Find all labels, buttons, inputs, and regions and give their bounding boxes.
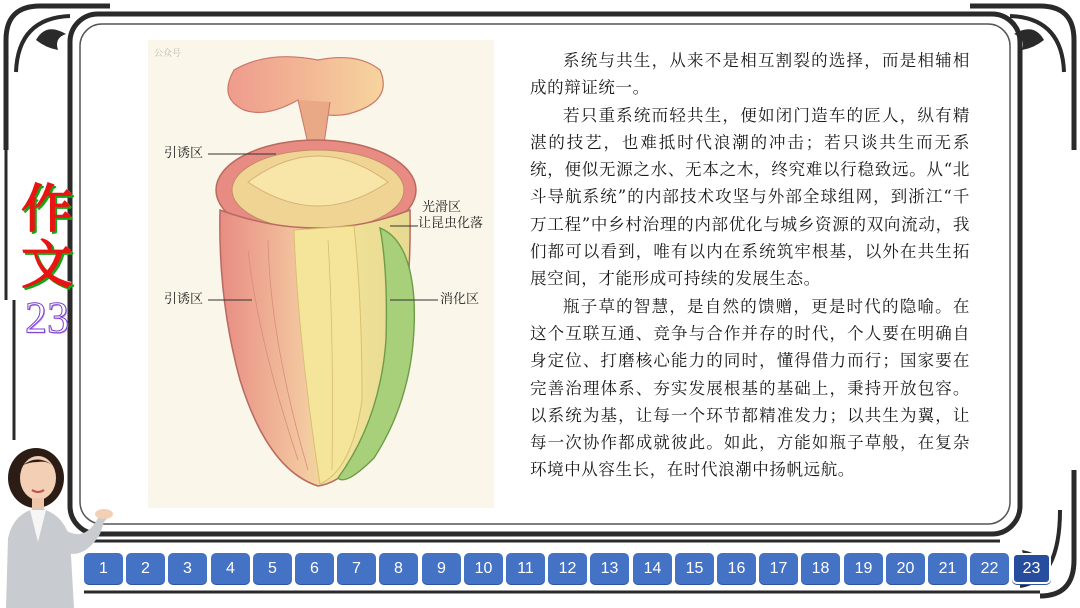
- page-button-11[interactable]: 11: [506, 553, 545, 584]
- page-button-16[interactable]: 16: [717, 553, 756, 584]
- page-button-14[interactable]: 14: [633, 553, 672, 584]
- page-button-20[interactable]: 20: [886, 553, 925, 584]
- label-digest: 消化区: [440, 292, 480, 307]
- page-button-15[interactable]: 15: [675, 553, 714, 584]
- page-button-19[interactable]: 19: [844, 553, 883, 584]
- page-button-4[interactable]: 4: [211, 553, 250, 584]
- page-button-5[interactable]: 5: [253, 553, 292, 584]
- slide-pagination: [84, 553, 1056, 585]
- page-button-23[interactable]: 23: [1012, 553, 1051, 584]
- page-button-9[interactable]: 9: [422, 553, 461, 584]
- lesson-title: [14, 182, 80, 342]
- title-number: 23: [25, 293, 69, 342]
- pitcher-plant-illustration: [148, 40, 494, 508]
- essay-text: [530, 47, 970, 484]
- page-button-13[interactable]: 13: [590, 553, 629, 584]
- page-button-8[interactable]: 8: [379, 553, 418, 584]
- essay-paragraph: 瓶子草的智慧，是自然的馈赠，更是时代的隐喻。在这个互联互通、竞争与合作并存的时代，个人要在明确自身定位、打磨核心能力的同时，懂得借力而行；国家要在完善治理体系、夯实发展根基的基础上，秉持开放包容。以系统为基，让每一个环节都精准发力；以共生为翼，让每一次协作都成就彼此。如此，方能如瓶子草般，在复杂环境中从容生长，在时代浪潮中扬帆远航。: [530, 296, 970, 480]
- page-button-10[interactable]: 10: [464, 553, 503, 584]
- label-lure-mid: 引诱区: [164, 292, 204, 307]
- page-button-2[interactable]: 2: [126, 553, 165, 584]
- title-char-2: 文: [20, 236, 73, 296]
- essay-paragraph: 系统与共生，从来不是相互割裂的选择，而是相辅相成的辩证统一。: [530, 51, 970, 98]
- page-button-21[interactable]: 21: [928, 553, 967, 584]
- page-button-18[interactable]: 18: [801, 553, 840, 584]
- title-char-1: 作: [20, 180, 73, 240]
- label-slippery-1: 光滑区: [422, 200, 462, 215]
- watermark: 公众号: [154, 49, 182, 59]
- label-lure-top: 引诱区: [164, 146, 204, 161]
- page-button-22[interactable]: 22: [970, 553, 1009, 584]
- label-slippery-2: 让昆虫化落: [418, 216, 484, 231]
- pitcher-plant-drawing: [148, 40, 494, 508]
- page-button-12[interactable]: 12: [548, 553, 587, 584]
- page-button-17[interactable]: 17: [759, 553, 798, 584]
- essay-paragraph: 若只重系统而轻共生，便如闭门造车的匠人，纵有精湛的技艺，也难抵时代浪潮的冲击；若只谈共生而无系统，便似无源之水、无本之木，终究难以行稳致远。从“北斗导航系统”的内部技术攻坚与外部全球组网，到浙江“千万工程”中乡村治理的内部优化与城乡资源的双向流动，我们都可以看到，唯有以内在系统筑牢根基，以外在共生拓展空间，才能形成可持续的发展生态。: [530, 105, 970, 289]
- page-button-3[interactable]: 3: [168, 553, 207, 584]
- page-button-1[interactable]: 1: [84, 553, 123, 584]
- page-button-6[interactable]: 6: [295, 553, 334, 584]
- page-button-7[interactable]: 7: [337, 553, 376, 584]
